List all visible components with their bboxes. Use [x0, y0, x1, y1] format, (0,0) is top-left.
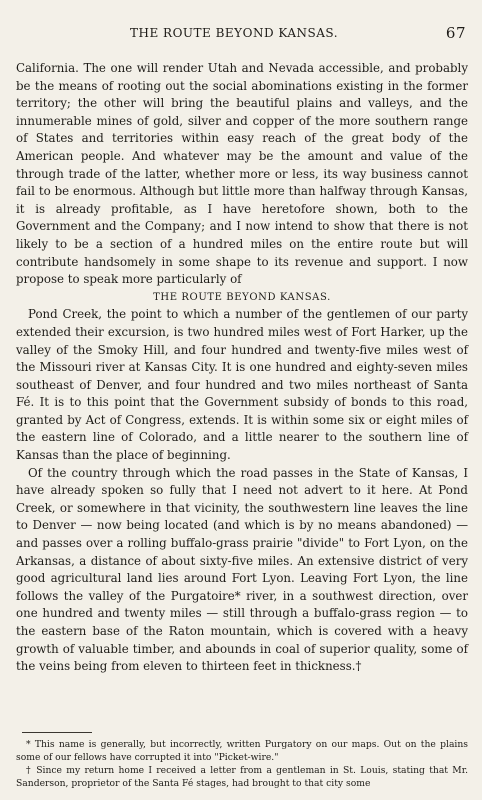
paragraph: California. The one will render Utah and Nevada accessible, and probably be the means of rooting out the social abominations existing in the former territory; the other will bring the beautiful plains and valleys, and the innumerable mines of gold, silver and copper of the more southern range of States and territories within easy reach of the great body of the American people. And whatever may be the amount and value of the through trade of the latter, whether more or less, its way business cannot fail to be enormous. Although but little more than halfway through Kansas, it is already profitable, as I have heretofore shown, both to the Government and the Company; and I now intend to show that there is not likely to be a section of a hundred miles on the entire route but will contribute handsomely in some shape to its revenue and support. I now propose to speak more particularly of: [16, 61, 468, 287]
running-title: THE ROUTE BEYOND KANSAS.: [130, 26, 339, 40]
paragraph: Of the country through which the road passes in the State of Kansas, I have already spoken so fully that I need not advert to it here. At Pond Creek, or somewhere in that vicinity, the southwestern line leaves the line to Denver — now being located (and which is by no means abandoned) — and passes over a rolling buffalo-grass prairie "divide" to Fort Lyon, on the Arkansas, a distance of about sixty-five miles. An extensive district of very good agricultural land lies around Fort Lyon. Leaving Fort Lyon, the line follows the valley of the Purgatoire* river, in a southwest direction, over one hundred and twenty miles — still through a buffalo-grass region — to the eastern base of the Raton mountain, which is covered with a heavy growth of valuable timber, and abounds in coal of superior quality, some of the veins being from eleven to thirteen feet in thickness.†: [16, 465, 468, 674]
footnote-rule: [22, 732, 92, 733]
section-subhead: THE ROUTE BEYOND KANSAS.: [153, 291, 331, 303]
page-header: [0, 26, 482, 48]
paragraph: Pond Creek, the point to which a number of the gentlemen of our party extended their excursion, is two hundred miles west of Fort Harker, up the valley of the Smoky Hill, and four hundred and twenty-five miles west of the Missouri river at Kansas City. It is one hundred and eighty-seven miles southeast of Denver, and four hundred and two miles northeast of Santa Fé. It is to this point that the Government subsidy of bonds to this road, granted by Act of Congress, extends. It is within some six or eight miles of the eastern line of Colorado, and a little nearer to the southern line of Kansas than the place of beginning.: [16, 307, 468, 463]
body-text: [16, 60, 468, 676]
footnote: † Since my return home I received a letter from a gentleman in St. Louis, stating that Mr. Sanderson, proprietor of the Santa Fé stages, had brought to that city some: [16, 765, 468, 789]
footnotes: [16, 738, 468, 790]
page-number: 67: [445, 24, 466, 42]
footnote: * This name is generally, but incorrectly, written Purgatory on our maps. Out on the plains some of our fellows have corrupted it into "Picket-wire.": [16, 739, 468, 763]
